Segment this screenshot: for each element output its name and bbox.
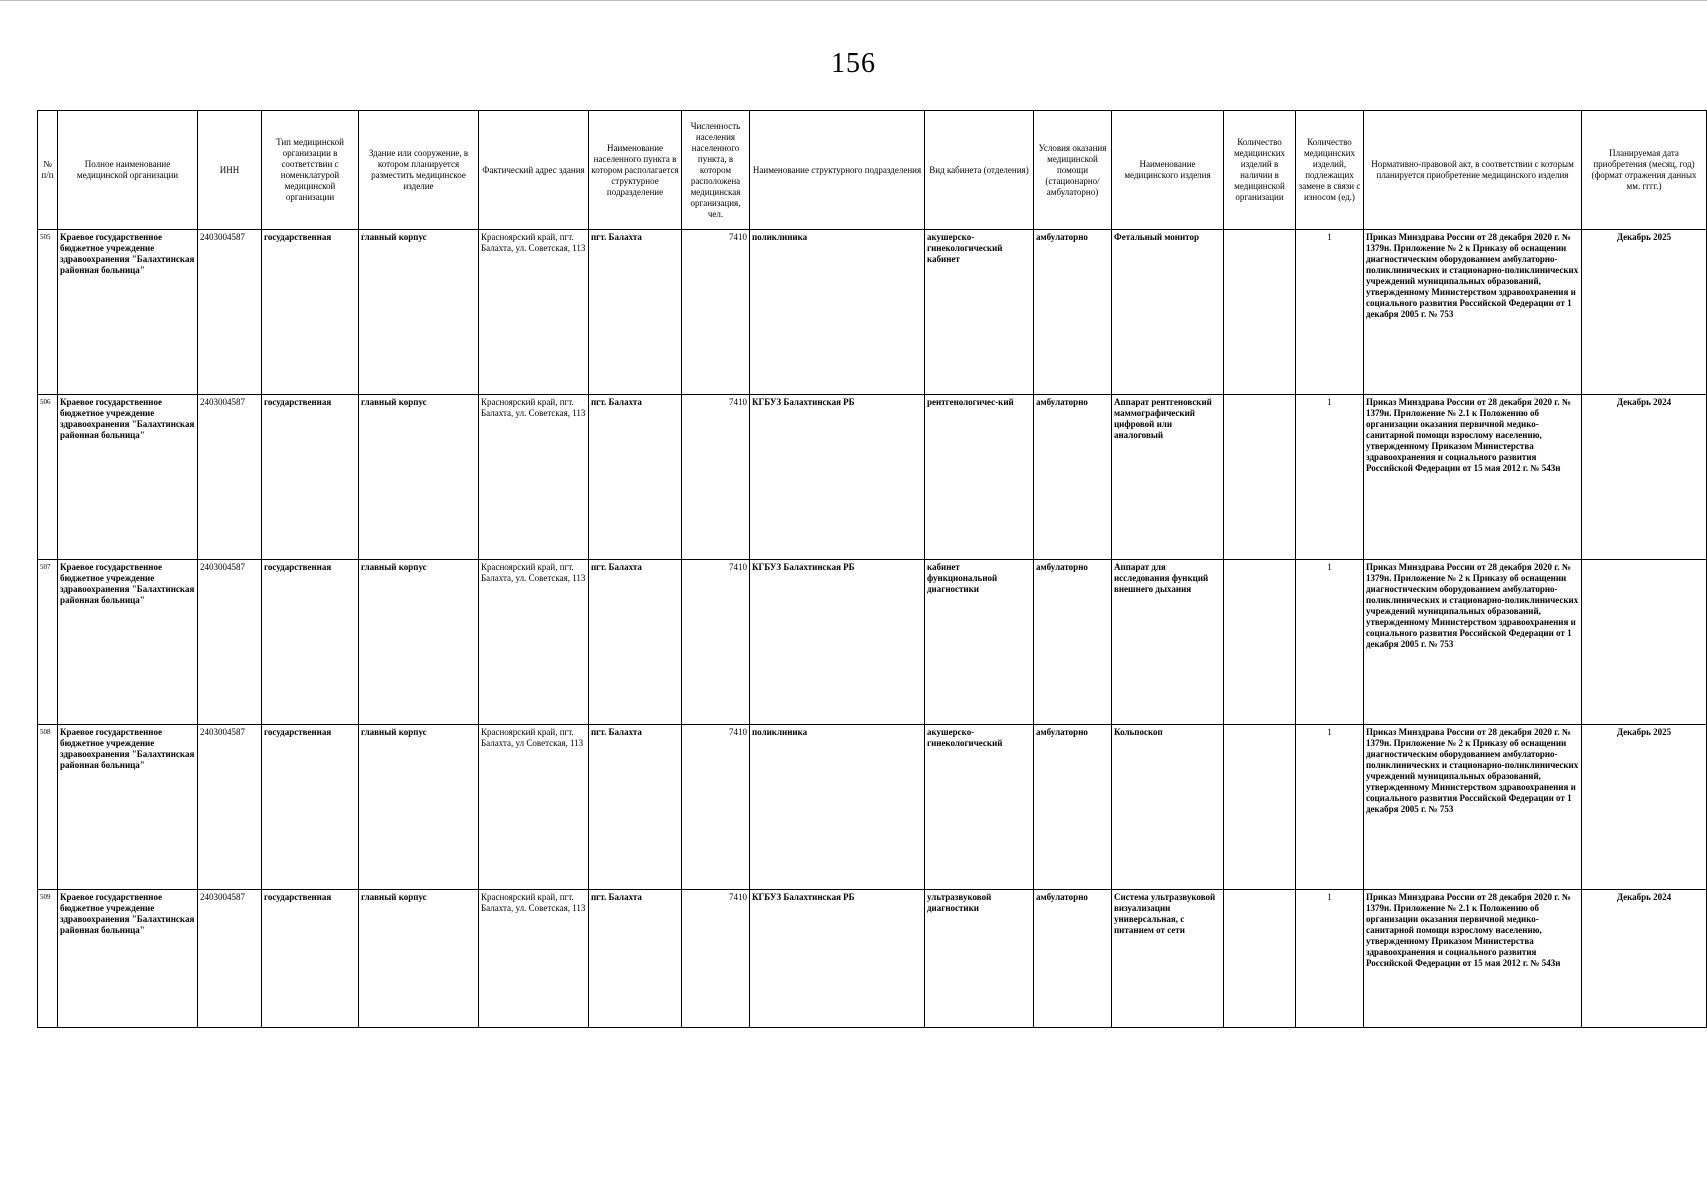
legal-act-cell: Приказ Минздрава России от 28 декабря 2020 г. № 1379н. Приложение № 2 к Приказу об оснащении диагностическим оборудованием амбулаторно-поликлинических и стационарно-поликлинических учреждений муниципальных образований, утвержденному Министерством здравоохранения и социального развития Российской Федерации от 1 декабря 2005 г. № 753 — [1364, 725, 1582, 890]
organization-cell: Краевое государственное бюджетное учреждение здравоохранения "Балахтинская районная больница" — [58, 725, 198, 890]
device-cell: Аппарат для исследования функций внешнего дыхания — [1112, 560, 1224, 725]
organization-cell: Краевое государственное бюджетное учреждение здравоохранения "Балахтинская районная больница" — [58, 395, 198, 560]
locality-cell: пгт. Балахта — [589, 560, 682, 725]
address-cell: Красноярский край, пгт. Балахта, ул. Советская, 113 — [479, 890, 589, 1028]
population-cell: 7410 — [682, 725, 750, 890]
qty-available-cell — [1224, 890, 1296, 1028]
row-number-cell: 509 — [38, 890, 58, 1028]
unit-cell: КГБУЗ Балахтинская РБ — [750, 560, 925, 725]
unit-cell: поликлиника — [750, 725, 925, 890]
column-header: Здание или сооружение, в котором планируется разместить медицинское изделие — [359, 111, 479, 230]
inn-cell: 2403004587 — [198, 890, 262, 1028]
conditions-cell: амбулаторно — [1034, 230, 1112, 395]
column-header: Численность населения населенного пункта, в котором расположена медицинская организация, чел. — [682, 111, 750, 230]
conditions-cell: амбулаторно — [1034, 395, 1112, 560]
row-number-cell: 506 — [38, 395, 58, 560]
column-header: Фактический адрес здания — [479, 111, 589, 230]
cabinet-cell: акушерско-гинекологический — [925, 725, 1034, 890]
column-header: Наименование населенного пункта в котором располагается структурное подразделение — [589, 111, 682, 230]
table-header-row — [38, 111, 1707, 230]
inn-cell: 2403004587 — [198, 230, 262, 395]
column-header: Наименование структурного подразделения — [750, 111, 925, 230]
conditions-cell: амбулаторно — [1034, 725, 1112, 890]
legal-act-cell: Приказ Минздрава России от 28 декабря 2020 г. № 1379н. Приложение № 2.1 к Положению об организации оказания первичной медико-санитарной помощи взрослому населению, утвержденному Приказом Министерства здравоохранения и социального развития Российской Федерации от 15 мая 2012 г. № 543н — [1364, 890, 1582, 1028]
cabinet-cell: рентгенологичес-кий — [925, 395, 1034, 560]
row-number-cell: 505 — [38, 230, 58, 395]
column-header: ИНН — [198, 111, 262, 230]
device-cell: Аппарат рентгеновский маммографический цифровой или аналоговый — [1112, 395, 1224, 560]
device-cell: Система ультразвуковой визуализации универсальная, с питанием от сети — [1112, 890, 1224, 1028]
conditions-cell: амбулаторно — [1034, 560, 1112, 725]
qty-available-cell — [1224, 395, 1296, 560]
top-rule — [0, 0, 1707, 5]
address-cell: Красноярский край, пгт. Балахта, ул. Советская, 113 — [479, 560, 589, 725]
legal-act-cell: Приказ Минздрава России от 28 декабря 2020 г. № 1379н. Приложение № 2 к Приказу об оснащении диагностическим оборудованием амбулаторно-поликлинических и стационарно-поликлинических учреждений муниципальных образований, утвержденному Министерством здравоохранения и социального развития Российской Федерации от 1 декабря 2005 г. № 753 — [1364, 560, 1582, 725]
inn-cell: 2403004587 — [198, 560, 262, 725]
org-type-cell: государственная — [262, 395, 359, 560]
population-cell: 7410 — [682, 560, 750, 725]
cabinet-cell: ультразвуковой диагностики — [925, 890, 1034, 1028]
qty-available-cell — [1224, 230, 1296, 395]
unit-cell: поликлиника — [750, 230, 925, 395]
address-cell: Красноярский край, пгт. Балахта, ул Советская, 113 — [479, 725, 589, 890]
locality-cell: пгт. Балахта — [589, 725, 682, 890]
column-header: № п/п — [38, 111, 58, 230]
unit-cell: КГБУЗ Балахтинская РБ — [750, 890, 925, 1028]
building-cell: главный корпус — [359, 725, 479, 890]
population-cell: 7410 — [682, 395, 750, 560]
device-cell: Фетальный монитор — [1112, 230, 1224, 395]
address-cell: Красноярский край, пгт. Балахта, ул. Советская, 113 — [479, 395, 589, 560]
building-cell: главный корпус — [359, 890, 479, 1028]
org-type-cell: государственная — [262, 560, 359, 725]
planned-date-cell: Декабрь 2025 — [1582, 725, 1707, 890]
locality-cell: пгт. Балахта — [589, 395, 682, 560]
locality-cell: пгт. Балахта — [589, 890, 682, 1028]
page-number: 156 — [831, 48, 876, 79]
table-row — [38, 560, 1707, 725]
qty-available-cell — [1224, 725, 1296, 890]
org-type-cell: государственная — [262, 725, 359, 890]
row-number-cell: 507 — [38, 560, 58, 725]
cabinet-cell: акушерско-гинекологический кабинет — [925, 230, 1034, 395]
column-header: Количество медицинских изделий, подлежащих замене в связи с износом (ед.) — [1296, 111, 1364, 230]
qty-replace-cell: 1 — [1296, 725, 1364, 890]
row-number-cell: 508 — [38, 725, 58, 890]
column-header: Вид кабинета (отделения) — [925, 111, 1034, 230]
building-cell: главный корпус — [359, 560, 479, 725]
table-row — [38, 395, 1707, 560]
org-type-cell: государственная — [262, 890, 359, 1028]
inn-cell: 2403004587 — [198, 725, 262, 890]
planned-date-cell — [1582, 560, 1707, 725]
population-cell: 7410 — [682, 890, 750, 1028]
planned-date-cell: Декабрь 2024 — [1582, 890, 1707, 1028]
legal-act-cell: Приказ Минздрава России от 28 декабря 2020 г. № 1379н. Приложение № 2 к Приказу об оснащении диагностическим оборудованием амбулаторно-поликлинических и стационарно-поликлинических учреждений муниципальных образований, утвержденному Министерством здравоохранения и социального развития Российской Федерации от 1 декабря 2005 г. № 753 — [1364, 230, 1582, 395]
planned-date-cell: Декабрь 2025 — [1582, 230, 1707, 395]
qty-replace-cell: 1 — [1296, 230, 1364, 395]
planned-date-cell: Декабрь 2024 — [1582, 395, 1707, 560]
inn-cell: 2403004587 — [198, 395, 262, 560]
table-row — [38, 890, 1707, 1028]
qty-available-cell — [1224, 560, 1296, 725]
column-header: Условия оказания медицинской помощи (стационарно/ амбулаторно) — [1034, 111, 1112, 230]
unit-cell: КГБУЗ Балахтинская РБ — [750, 395, 925, 560]
organization-cell: Краевое государственное бюджетное учреждение здравоохранения "Балахтинская районная больница" — [58, 230, 198, 395]
building-cell: главный корпус — [359, 395, 479, 560]
column-header: Количество медицинских изделий в наличии в медицинской организации — [1224, 111, 1296, 230]
qty-replace-cell: 1 — [1296, 890, 1364, 1028]
column-header: Планируемая дата приобретения (месяц, год) (формат отражения данных мм. гггг.) — [1582, 111, 1707, 230]
locality-cell: пгт. Балахта — [589, 230, 682, 395]
address-cell: Красноярский край, пгт. Балахта, ул. Советская, 113 — [479, 230, 589, 395]
column-header: Нормативно-правовой акт, в соответствии с которым планируется приобретение медицинского изделия — [1364, 111, 1582, 230]
population-cell: 7410 — [682, 230, 750, 395]
table-row — [38, 725, 1707, 890]
column-header: Тип медицинской организации в соответствии с номенклатурой медицинской организации — [262, 111, 359, 230]
qty-replace-cell: 1 — [1296, 395, 1364, 560]
table-row — [38, 230, 1707, 395]
org-type-cell: государственная — [262, 230, 359, 395]
organization-cell: Краевое государственное бюджетное учреждение здравоохранения "Балахтинская районная больница" — [58, 890, 198, 1028]
legal-act-cell: Приказ Минздрава России от 28 декабря 2020 г. № 1379н. Приложение № 2.1 к Положению об организации оказания первичной медико-санитарной помощи взрослому населению, утвержденному Приказом Министерства здравоохранения и социального развития Российской Федерации от 15 мая 2012 г. № 543н — [1364, 395, 1582, 560]
conditions-cell: амбулаторно — [1034, 890, 1112, 1028]
column-header: Полное наименование медицинской организации — [58, 111, 198, 230]
equipment-table — [37, 110, 1707, 1028]
device-cell: Кольпоскоп — [1112, 725, 1224, 890]
organization-cell: Краевое государственное бюджетное учреждение здравоохранения "Балахтинская районная больница" — [58, 560, 198, 725]
column-header: Наименование медицинского изделия — [1112, 111, 1224, 230]
qty-replace-cell: 1 — [1296, 560, 1364, 725]
cabinet-cell: кабинет функциональной диагностики — [925, 560, 1034, 725]
building-cell: главный корпус — [359, 230, 479, 395]
